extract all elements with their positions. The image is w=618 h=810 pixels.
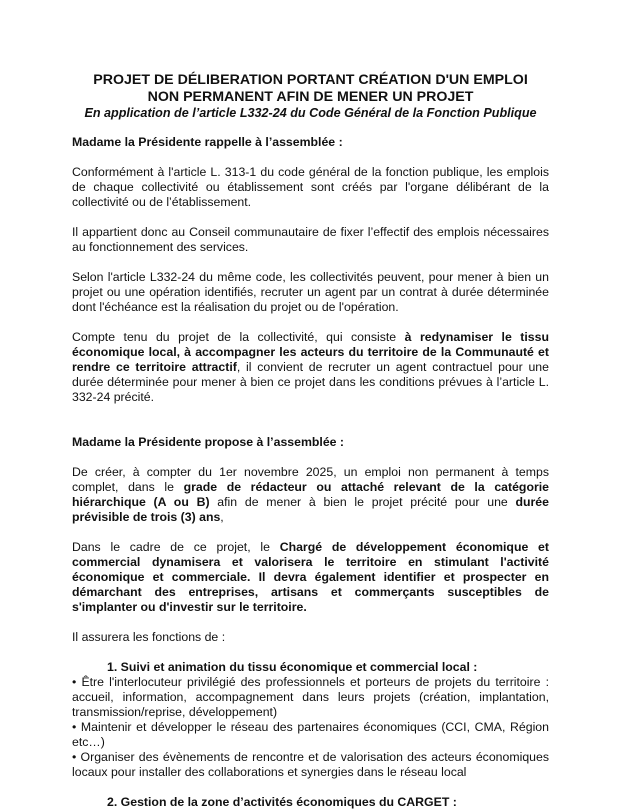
text-run: De créer, à compter du 1er novembre 2025, un emploi non permanent à temps complet, dans le bbox=[72, 465, 549, 494]
section-heading-rappelle: Madame la Présidente rappelle à l’assemblée : bbox=[72, 135, 343, 149]
bullet-item: • Maintenir et développer le réseau des partenaires économiques (CCI, CMA, Région etc…) bbox=[72, 720, 549, 749]
bold-run-charge: Chargé de développement économique et commercial dynamisera et valorisera le territoire en stimulant l'activité économique et commerciale. Il devra également identifier et prospecter en démarchant des entreprises, artisans et commerçants susceptibles de s'implanter ou d'investir sur le territoire. bbox=[72, 540, 549, 614]
function-heading-suivi-animation: 1. Suivi et animation du tissu économique et commercial local : bbox=[107, 660, 478, 674]
document-title-line1: PROJET DE DÉLIBERATION PORTANT CRÉATION D'UN EMPLOI bbox=[93, 72, 528, 88]
paragraph-charge-developpement bbox=[72, 540, 549, 615]
paragraph-creation-emploi bbox=[72, 465, 549, 525]
paragraph-conseil-effectif: Il appartient donc au Conseil communautaire de fixer l’effectif des emplois nécessaires au fonctionnement des services. bbox=[72, 225, 549, 254]
bold-run-duree: durée prévisible de trois (3) ans bbox=[72, 495, 549, 524]
section-heading-propose: Madame la Présidente propose à l’assemblée : bbox=[72, 435, 345, 449]
text-run: afin de mener à bien le projet précité pour une bbox=[209, 495, 516, 509]
paragraph-article-332-24: Selon l'article L332-24 du même code, les collectivités peuvent, pour mener à bien un projet ou une opération identifiés, recruter un agent par un contrat à durée déterminée dont l'échéance est la réalisation du projet ou de l'opération. bbox=[72, 270, 549, 314]
text-run: Compte tenu du projet de la collectivité, qui consiste bbox=[72, 330, 405, 344]
text-run: , il convient de recruter un agent contractuel pour une durée déterminée pour mener à bien ce projet dans les conditions prévues à l’article L. 332-24 précité. bbox=[72, 360, 549, 404]
bold-run-projet: à redynamiser le tissu économique local, à accompagner les acteurs du territoire de la Communauté et rendre ce territoire attractif bbox=[72, 330, 549, 374]
document-subtitle: En application de l’article L332-24 du Code Général de la Fonction Publique bbox=[84, 106, 537, 120]
paragraph-fonctions-intro: Il assurera les fonctions de : bbox=[72, 630, 226, 644]
bullet-item: • Être l'interlocuteur privilégié des professionnels et porteurs de projets du territoire : accueil, information, accompagnement dans leurs projets (création, implantation, transmission/reprise, développement) bbox=[72, 675, 549, 719]
function-heading-gestion-zone: 2. Gestion de la zone d’activités économiques du CARGET : bbox=[107, 795, 457, 809]
document-title-line2: NON PERMANENT AFIN DE MENER UN PROJET bbox=[147, 88, 474, 105]
text-run: , bbox=[220, 510, 224, 524]
document-page bbox=[72, 72, 549, 810]
spacer bbox=[72, 420, 549, 435]
paragraph-projet-collectivite bbox=[72, 330, 549, 405]
paragraph-article-313-1: Conformément à l'article L. 313-1 du code général de la fonction publique, les emplois de chaque collectivité ou établissement sont créés par l'organe délibérant de la collectivité ou de l’établissement. bbox=[72, 165, 549, 209]
bold-run-grade: grade de rédacteur ou attaché relevant de la catégorie hiérarchique (A ou B) bbox=[72, 480, 549, 509]
bullet-item: • Organiser des évènements de rencontre et de valorisation des acteurs économiques locaux pour installer des collaborations et synergies dans le réseau local bbox=[72, 750, 549, 779]
text-run: Dans le cadre de ce projet, le bbox=[72, 540, 280, 554]
